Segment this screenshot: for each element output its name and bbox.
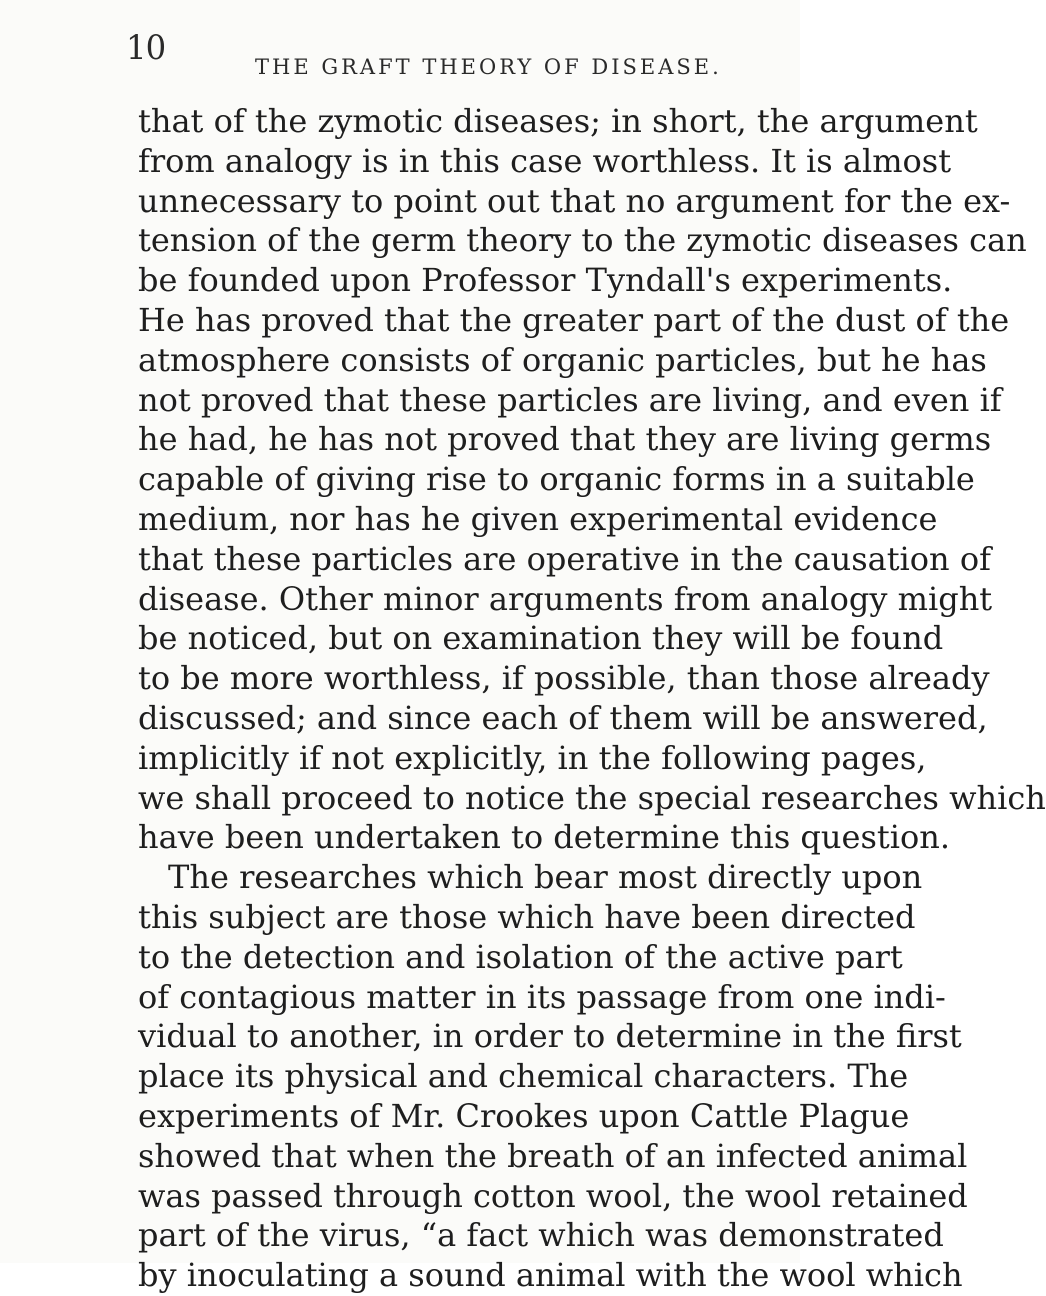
text-line: capable of giving rise to organic forms in a suitable xyxy=(138,460,975,499)
text-line: part of the virus, “a fact which was demonstrated xyxy=(138,1216,944,1255)
text-line: place its physical and chemical characters. The xyxy=(138,1057,909,1096)
text-line: tension of the germ theory to the zymotic diseases can xyxy=(138,221,1027,260)
text-line: was passed through cotton wool, the wool retained xyxy=(138,1176,968,1215)
text-line: disease. Other minor arguments from analogy might xyxy=(138,579,993,618)
text-line: he had, he has not proved that they are living germs xyxy=(138,420,992,459)
text-line: that of the zymotic diseases; in short, the argument xyxy=(138,102,978,140)
text-line: He has proved that the greater part of the dust of the xyxy=(138,300,1010,339)
text-line: this subject are those which have been directed xyxy=(138,897,916,936)
text-line: we shall proceed to notice the special researches which xyxy=(138,778,1046,817)
text-line: of contagious matter in its passage from one indi- xyxy=(138,977,946,1016)
page-number: 10 xyxy=(126,28,166,68)
text-line: that these particles are operative in the causation of xyxy=(138,539,991,578)
text-line: by inoculating a sound animal with the wool which xyxy=(138,1256,963,1295)
text-line: implicitly if not explicitly, in the following pages, xyxy=(138,738,927,777)
text-line: experiments of Mr. Crookes upon Cattle Plague xyxy=(138,1096,910,1135)
text-line: from analogy is in this case worthless. It is almost xyxy=(138,141,952,180)
text-line: be noticed, but on examination they will be found xyxy=(138,619,944,658)
body-text xyxy=(138,102,1046,1296)
running-head: THE GRAFT THEORY OF DISEASE. xyxy=(255,55,722,79)
text-line: The researches which bear most directly upon xyxy=(168,858,923,897)
text-line: not proved that these particles are living, and even if xyxy=(138,380,1002,419)
text-line: vidual to another, in order to determine in the first xyxy=(138,1017,962,1056)
text-line: to be more worthless, if possible, than those already xyxy=(138,659,990,698)
text-line: unnecessary to point out that no argument for the ex- xyxy=(138,181,1011,220)
text-line: to the detection and isolation of the active part xyxy=(138,937,903,976)
text-line: showed that when the breath of an infected animal xyxy=(138,1136,968,1175)
text-line: atmosphere consists of organic particles, but he has xyxy=(138,340,987,379)
text-line: medium, nor has he given experimental evidence xyxy=(138,499,938,538)
text-line: be founded upon Professor Tyndall's experiments. xyxy=(138,261,953,300)
text-line: have been undertaken to determine this question. xyxy=(138,818,950,857)
text-line: discussed; and since each of them will be answered, xyxy=(138,698,988,737)
